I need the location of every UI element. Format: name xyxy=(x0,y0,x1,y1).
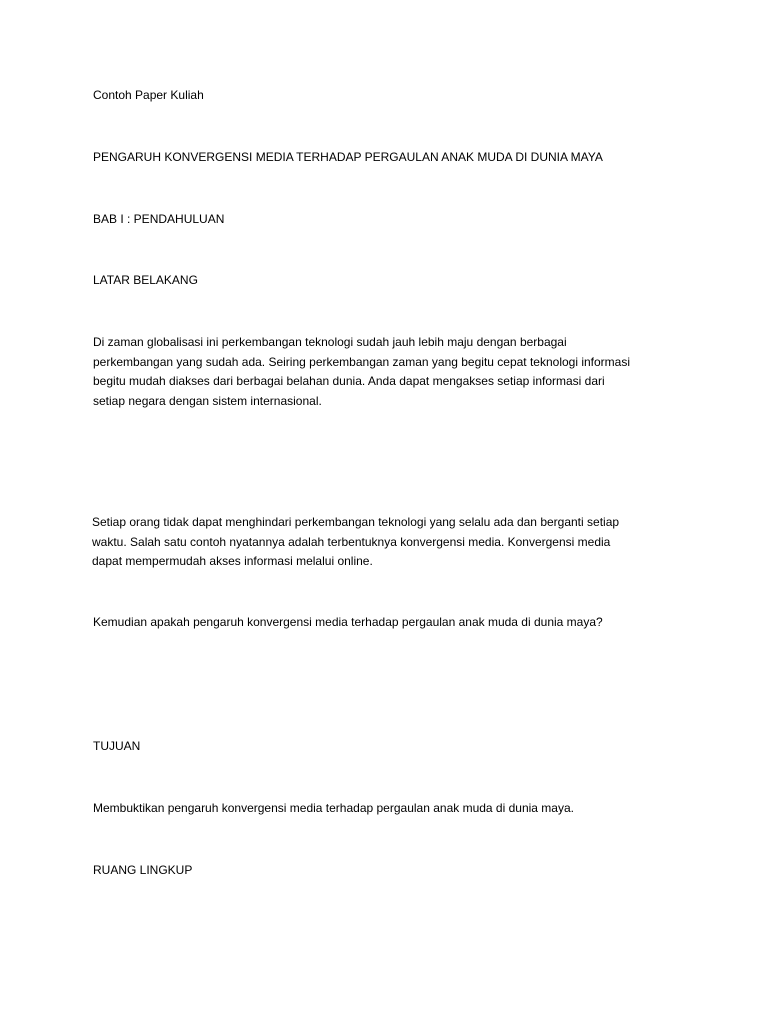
research-question: Kemudian apakah pengaruh konvergensi media terhadap pergaulan anak muda di dunia maya? xyxy=(93,615,603,629)
paragraph-line: perkembangan yang sudah ada. Seiring perkembangan zaman yang begitu cepat teknologi informasi xyxy=(93,354,631,369)
section-heading-tujuan: TUJUAN xyxy=(93,739,141,753)
paragraph-line: setiap negara dengan sistem internasional. xyxy=(93,393,322,408)
paragraph-line: Setiap orang tidak dapat menghindari perkembangan teknologi yang selalu ada dan berganti setiap xyxy=(92,515,620,529)
paragraph-latar-belakang-2 xyxy=(92,513,682,572)
document-title: PENGARUH KONVERGENSI MEDIA TERHADAP PERGAULAN ANAK MUDA DI DUNIA MAYA xyxy=(93,150,603,164)
document-label: Contoh Paper Kuliah xyxy=(93,88,204,102)
chapter-heading: BAB I : PENDAHULUAN xyxy=(93,212,225,226)
section-heading-latar-belakang: LATAR BELAKANG xyxy=(93,273,198,287)
paragraph-line: begitu mudah diakses dari berbagai belahan dunia. Anda dapat mengakses setiap informasi dari xyxy=(93,374,605,388)
paragraph-line: waktu. Salah satu contoh nyatannya adalah terbentuknya konvergensi media. Konvergensi media xyxy=(92,534,611,549)
paragraph-latar-belakang-1 xyxy=(93,333,683,411)
paragraph-line: Di zaman globalisasi ini perkembangan teknologi sudah jauh lebih maju dengan berbagai xyxy=(93,335,567,349)
section-heading-ruang-lingkup: RUANG LINGKUP xyxy=(93,863,193,877)
tujuan-text: Membuktikan pengaruh konvergensi media terhadap pergaulan anak muda di dunia maya. xyxy=(93,801,574,815)
paragraph-line: dapat mempermudah akses informasi melalui online. xyxy=(92,554,373,568)
